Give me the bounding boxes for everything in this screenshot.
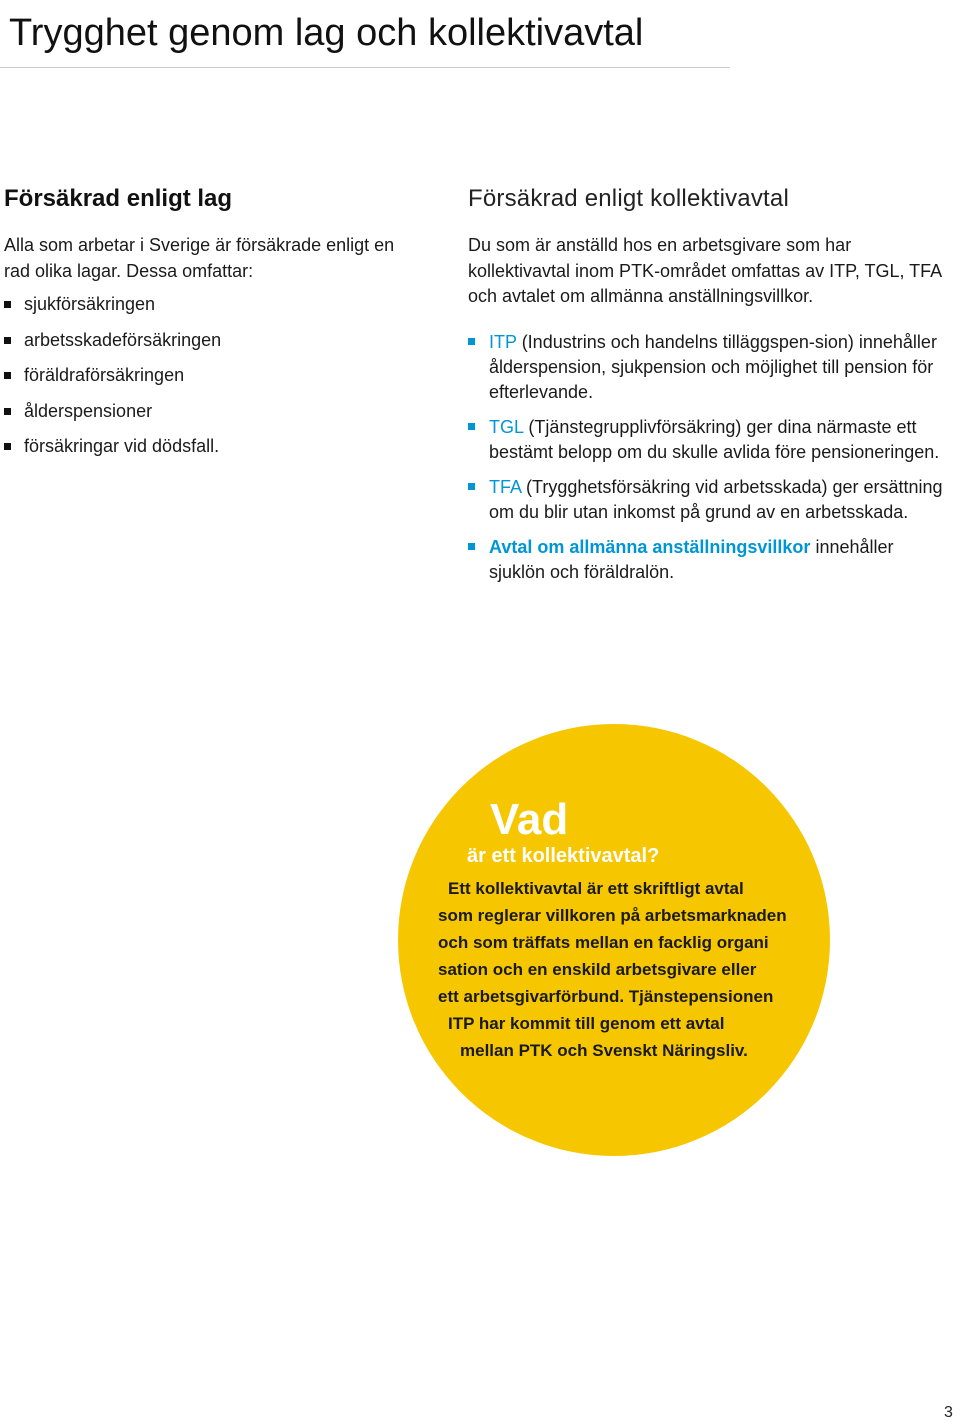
circle-title: Vad: [490, 795, 569, 844]
insurance-code: ITP: [489, 331, 517, 352]
square-bullet-icon: [4, 443, 11, 450]
circle-text-line: ITP har kommit till genom ett avtal: [448, 1014, 725, 1033]
agreement-list: [468, 330, 948, 585]
list-item: ålderspensioner: [4, 399, 424, 424]
square-bullet-icon: [4, 372, 11, 379]
circle-text-line: ett arbetsgivarförbund. Tjänstepensionen: [438, 987, 774, 1006]
insurance-code: TGL: [489, 416, 524, 437]
square-bullet-icon: [4, 337, 11, 344]
circle-text-line: sation och en enskild arbetsgivare eller: [438, 960, 757, 979]
square-bullet-icon: [468, 483, 475, 490]
list-item: Avtal om allmänna anställningsvillkor innehåller sjuklön och föräldralön.: [468, 535, 948, 585]
insurance-code: Avtal om allmänna anställningsvillkor: [489, 536, 811, 557]
law-list: [4, 292, 424, 459]
law-section: [4, 182, 424, 470]
page-number: 3: [944, 1404, 953, 1421]
law-heading: Försäkrad enligt lag: [4, 185, 233, 212]
list-item: försäkringar vid dödsfall.: [4, 434, 424, 459]
list-item: sjukförsäkringen: [4, 292, 424, 317]
circle-text-line: som reglerar villkoren på arbetsmarknaden: [438, 906, 787, 925]
list-item: arbetsskadeförsäkringen: [4, 328, 424, 353]
list-item: TFA (Trygghetsförsäkring vid arbetsskada) ger ersättning om du blir utan inkomst på grund av en arbetsskada.: [468, 475, 948, 525]
square-bullet-icon: [468, 543, 475, 550]
list-item: ITP (Industrins och handelns tilläggspen-sion) innehåller ålderspension, sjukpension och möjlighet till pension för efterlevande.: [468, 330, 948, 405]
circle-text-line: Ett kollektivavtal är ett skriftligt avtal: [448, 879, 744, 898]
title-divider: [0, 67, 730, 68]
page-title: Trygghet genom lag och kollektivavtal: [9, 12, 644, 54]
agreement-heading: Försäkrad enligt kollektivavtal: [468, 185, 790, 212]
list-item: föräldraförsäkringen: [4, 363, 424, 388]
law-intro: Alla som arbetar i Sverige är försäkrade enligt en rad olika lagar. Dessa omfattar:: [4, 235, 395, 281]
square-bullet-icon: [468, 338, 475, 345]
square-bullet-icon: [4, 408, 11, 415]
agreement-section: [468, 182, 948, 595]
square-bullet-icon: [4, 301, 11, 308]
circle-text-line: mellan PTK och Svenskt Näringsliv.: [460, 1041, 748, 1060]
circle-subtitle: är ett kollektivavtal?: [467, 845, 660, 867]
list-item: TGL (Tjänstegrupplivförsäkring) ger dina närmaste ett bestämt belopp om du skulle avlida före pensioneringen.: [468, 415, 948, 465]
square-bullet-icon: [468, 423, 475, 430]
agreement-intro: Du som är anställd hos en arbetsgivare som har kollektivavtal inom PTK-området omfattas av ITP, TGL, TFA och avtalet om allmänna anställningsvillkor.: [468, 235, 942, 306]
insurance-code: TFA: [489, 476, 522, 497]
circle-text-line: och som träffats mellan en facklig organi: [438, 933, 769, 952]
